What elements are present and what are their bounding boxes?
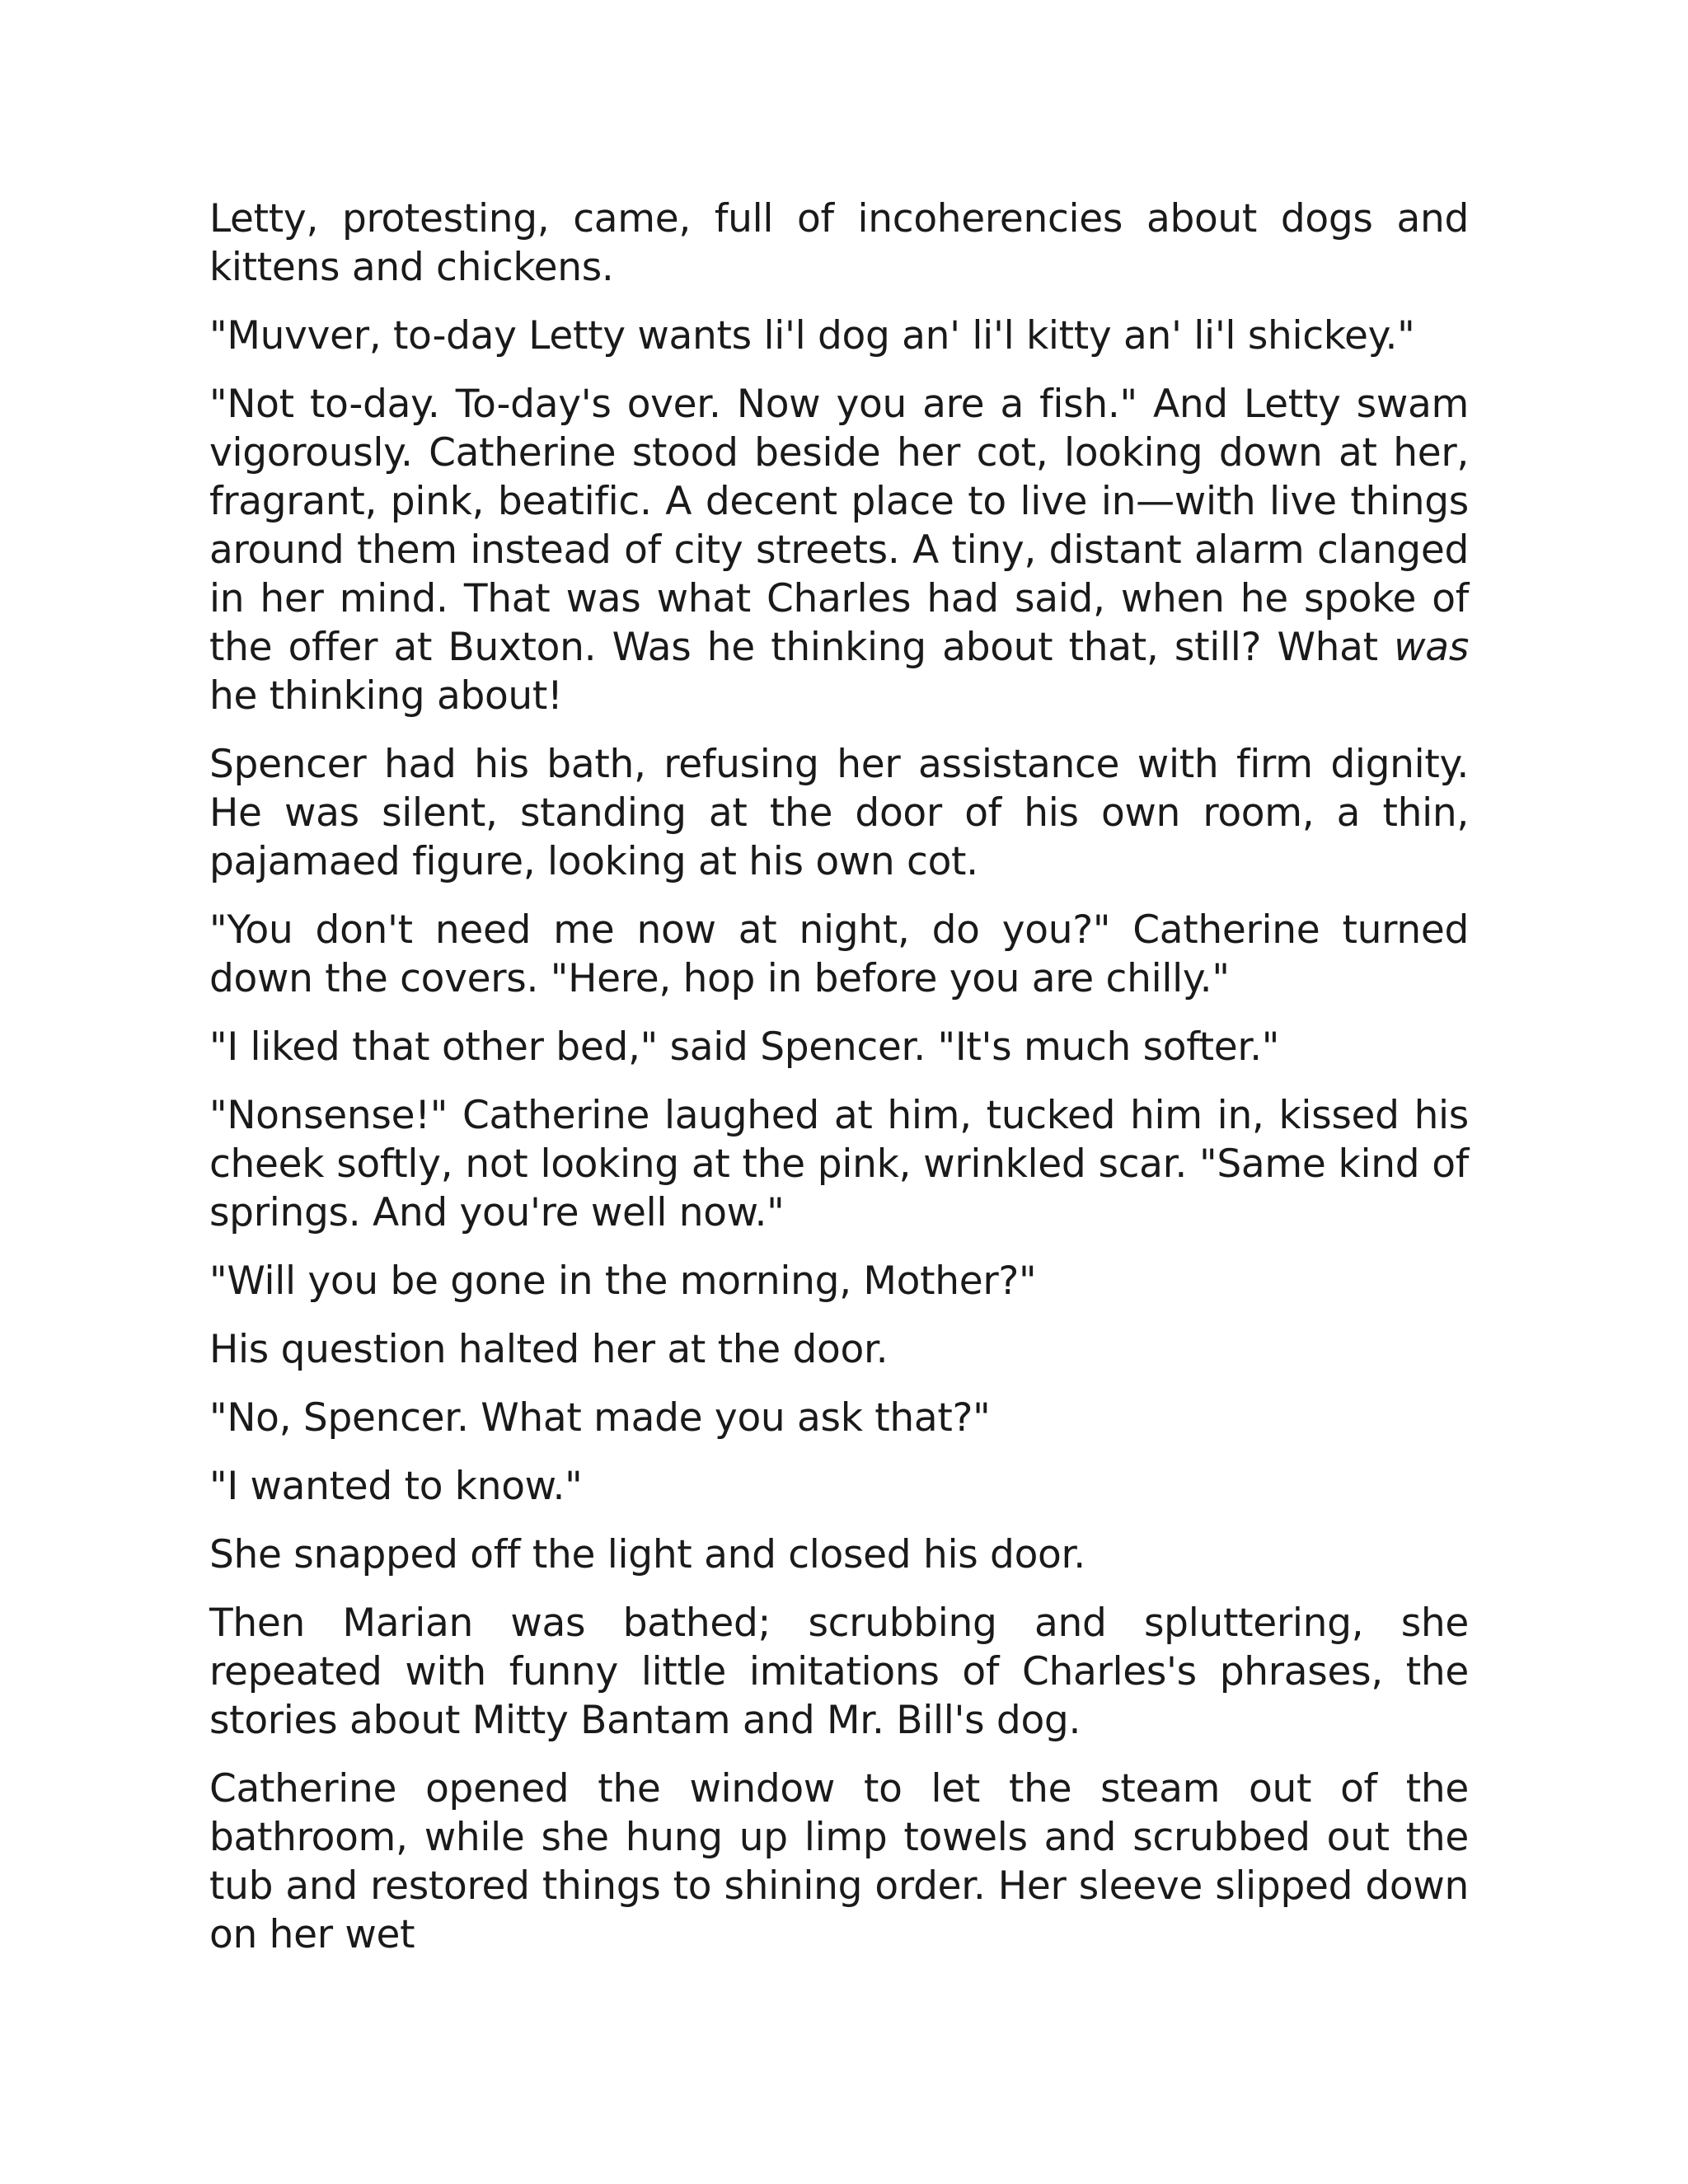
paragraph-6: "I liked that other bed," said Spencer. "It's much softer." <box>209 1024 1280 1070</box>
paragraph-11: "I wanted to know." <box>209 1464 583 1509</box>
document-page <box>209 194 1469 1979</box>
paragraph-12: She snapped off the light and closed his door. <box>209 1532 1085 1577</box>
paragraph-8: "Will you be gone in the morning, Mother?" <box>209 1258 1037 1304</box>
paragraph-5: "You don't need me now at night, do you?" Catherine turned down the covers. "Here, hop in before you are chilly." <box>209 907 1469 1001</box>
paragraph-2: "Muvver, to-day Letty wants li'l dog an' li'l kitty an' li'l shickey." <box>209 313 1415 359</box>
paragraph-1: Letty, protesting, came, full of incoherencies about dogs and kittens and chickens. <box>209 196 1469 290</box>
paragraph-3-text-before: "Not to-day. To-day's over. Now you are a fish." And Letty swam vigorously. Catherine stood beside her cot, looking down at her, fragrant, pink, beatific. A decent place to live in—with live things around them instead of city streets. A tiny, distant alarm clanged in her mind. That was what Charles had said, when he spoke of the offer at Buxton. Was he thinking about that, still? What <box>209 382 1469 670</box>
paragraph-7: "Nonsense!" Catherine laughed at him, tucked him in, kissed his cheek softly, not looking at the pink, wrinkled scar. "Same kind of springs. And you're well now." <box>209 1093 1469 1235</box>
paragraph-3 <box>209 380 1469 720</box>
paragraph-13: Then Marian was bathed; scrubbing and spluttering, she repeated with funny little imitations of Charles's phrases, the stories about Mitty Bantam and Mr. Bill's dog. <box>209 1601 1469 1743</box>
paragraph-4: Spencer had his bath, refusing her assistance with firm dignity. He was silent, standing at the door of his own room, a thin, pajamaed figure, looking at his own cot. <box>209 742 1469 884</box>
paragraph-9: His question halted her at the door. <box>209 1327 889 1372</box>
paragraph-3-text-after: he thinking about! <box>209 673 563 719</box>
paragraph-14: Catherine opened the window to let the steam out of the bathroom, while she hung up limp towels and scrubbed out the tub and restored things to shining order. Her sleeve slipped down on her wet <box>209 1766 1469 1957</box>
paragraph-3-emphasis: was <box>1394 625 1469 670</box>
paragraph-10: "No, Spencer. What made you ask that?" <box>209 1395 991 1441</box>
